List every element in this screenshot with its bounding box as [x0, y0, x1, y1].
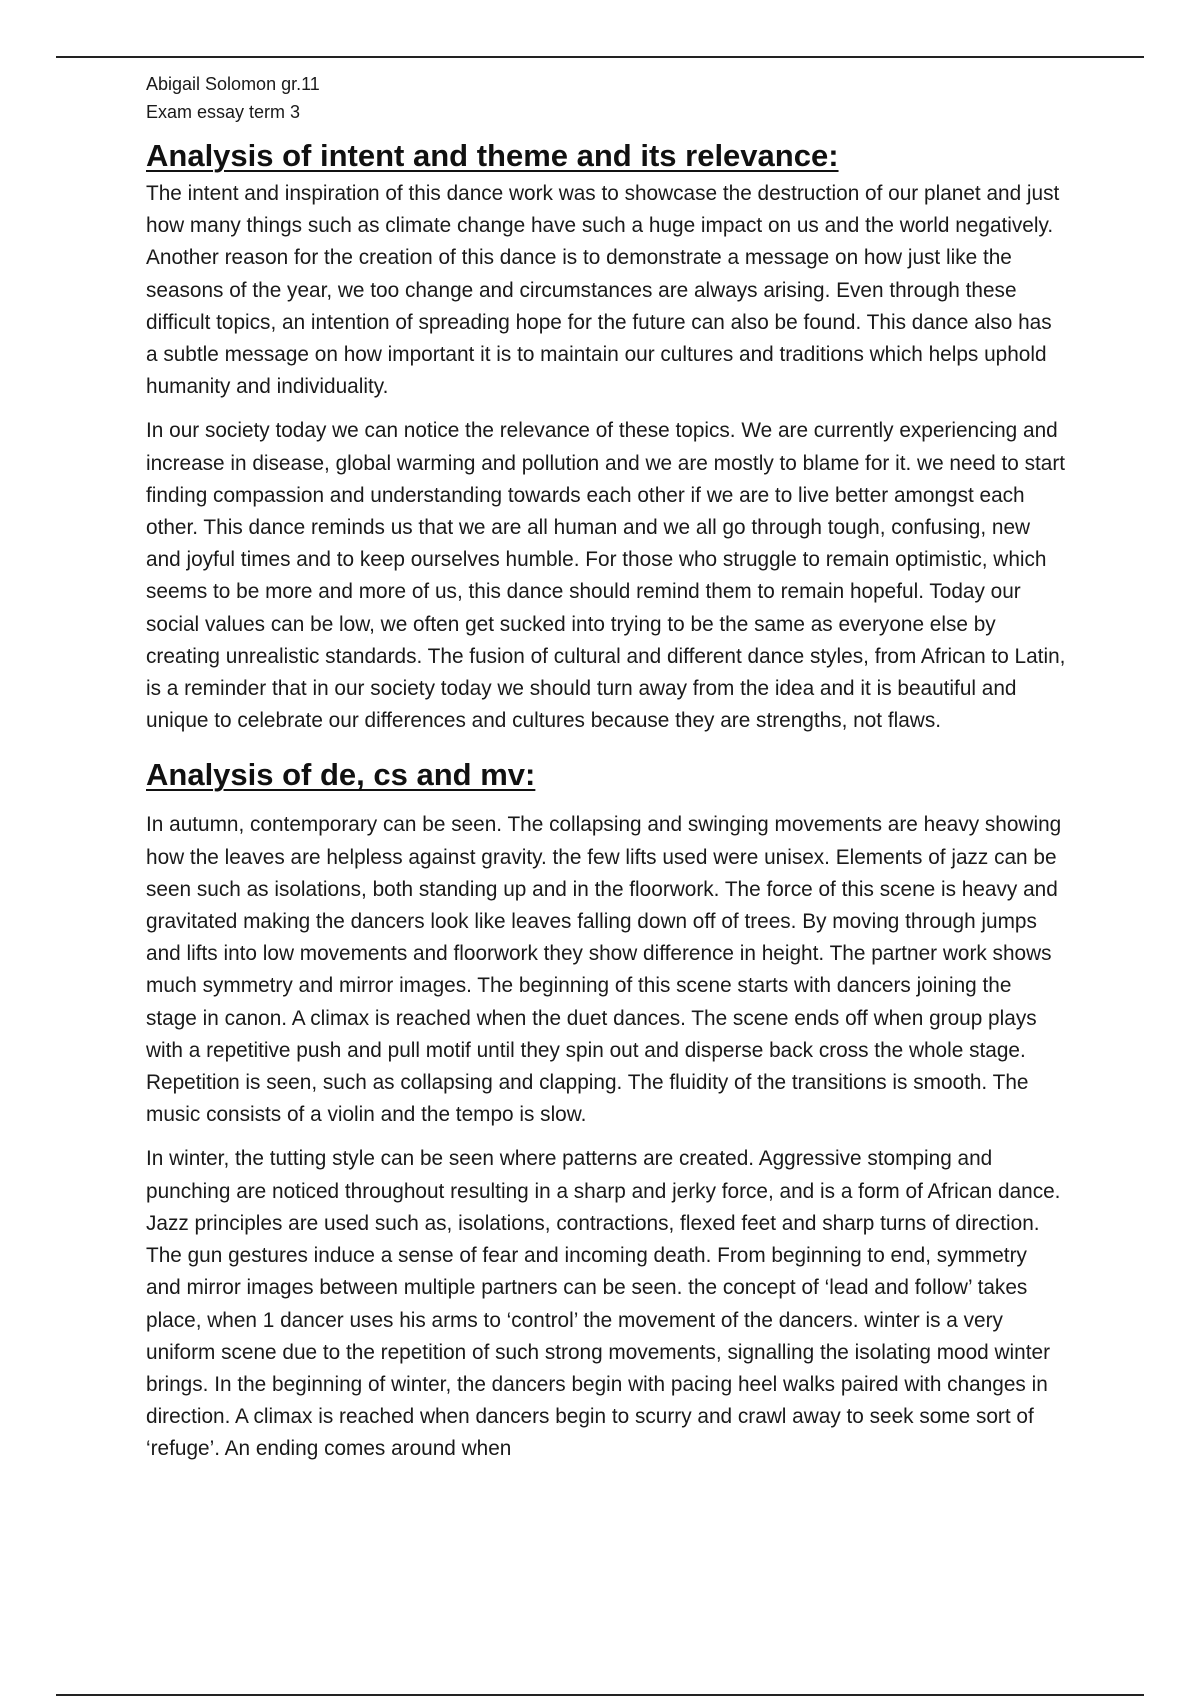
- header-rule: [56, 56, 1144, 58]
- footer-rule: [56, 1694, 1144, 1696]
- section-heading-analysis: Analysis of de, cs and mv:: [146, 757, 536, 793]
- paragraph-relevance: In our society today we can notice the relevance of these topics. We are currently experiencing and increase in disease, global warming and pollution and we are mostly to blame for it. we need to start finding compassion and understanding towards each other if we are to live better amongst each other. This dance reminds us that we are all human and we all go through tough, confusing, new and joyful times and to keep ourselves humble. For those who struggle to remain optimistic, which seems to be more and more of us, this dance should remind them to remain hopeful. Today our social values can be low, we often get sucked into trying to be the same as everyone else by creating unrealistic standards. The fusion of cultural and different dance styles, from African to Latin, is a reminder that in our society today we should turn away from the idea and it is beautiful and unique to celebrate our differences and cultures because they are strengths, not flaws.: [146, 419, 1066, 733]
- paragraph-intent: The intent and inspiration of this dance work was to showcase the destruction of our planet and just how many things such as climate change have such a huge impact on us and the world negatively. Another reason for the creation of this dance is to demonstrate a message on how just like the seasons of the year, we too change and circumstances are always arising. Even through these difficult topics, an intention of spreading hope for the future can also be found. This dance also has a subtle message on how important it is to maintain our cultures and traditions which helps uphold humanity and individuality.: [146, 182, 1060, 399]
- document-page: [146, 70, 1066, 1466]
- author-line: Abigail Solomon gr.11: [146, 74, 320, 94]
- section-heading-intent: Analysis of intent and theme and its relevance:: [146, 138, 839, 173]
- paragraph-winter: In winter, the tutting style can be seen where patterns are created. Aggressive stomping and punching are noticed throughout resulting in a sharp and jerky force, and is a form of African dance. Jazz principles are used such as, isolations, contractions, flexed feet and sharp turns of direction. The gun gestures induce a sense of fear and incoming death. From beginning to end, symmetry and mirror images between multiple partners can be seen. the concept of ‘lead and follow’ takes place, when 1 dancer uses his arms to ‘control’ the movement of the dancers. winter is a very uniform scene due to the repetition of such strong movements, signalling the isolating mood winter brings. In the beginning of winter, the dancers begin with pacing heel walks paired with changes in direction. A climax is reached when dancers begin to scurry and crawl away to seek some sort of ‘refuge’. An ending comes around when: [146, 1147, 1061, 1461]
- subtitle-line: Exam essay term 3: [146, 102, 301, 122]
- paragraph-autumn: In autumn, contemporary can be seen. The collapsing and swinging movements are heavy showing how the leaves are helpless against gravity. the few lifts used were unisex. Elements of jazz can be seen such as isolations, both standing up and in the floorwork. The force of this scene is heavy and gravitated making the dancers look like leaves falling down off of trees. By moving through jumps and lifts into low movements and floorwork they show difference in height. The partner work shows much symmetry and mirror images. The beginning of this scene starts with dancers joining the stage in canon. A climax is reached when the duet dances. The scene ends off when group plays with a repetitive push and pull motif until they spin out and disperse back cross the whole stage. Repetition is seen, such as collapsing and clapping. The fluidity of the transitions is smooth. The music consists of a violin and the tempo is slow.: [146, 813, 1062, 1127]
